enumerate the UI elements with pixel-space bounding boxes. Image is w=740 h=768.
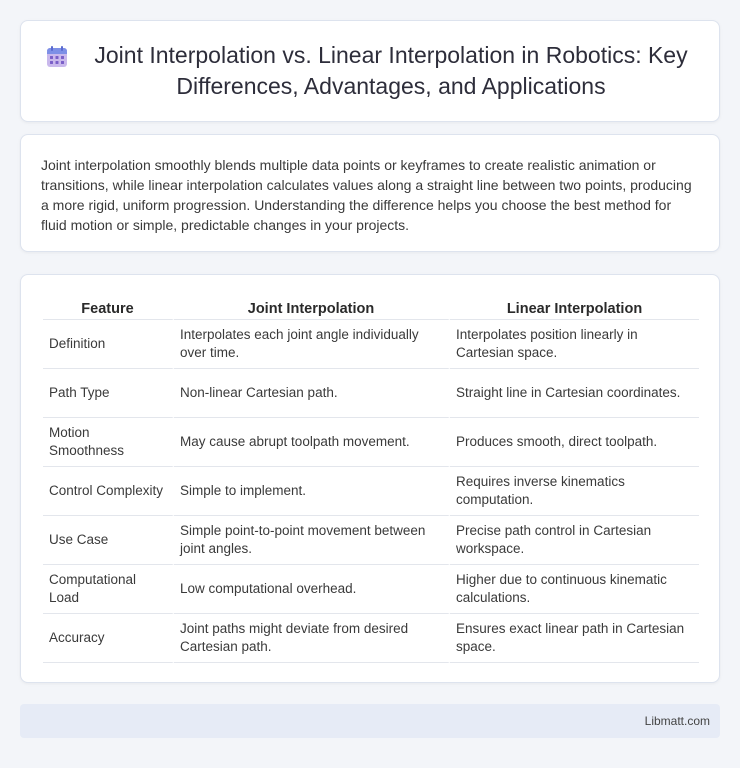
table-row <box>43 516 699 565</box>
feature-cell: Path Type <box>43 369 174 418</box>
feature-cell: Computational Load <box>43 565 174 614</box>
table-row <box>43 565 699 614</box>
linear-cell: Requires inverse kinematics computation. <box>450 467 699 516</box>
joint-cell: Low computational overhead. <box>174 565 450 614</box>
feature-cell: Accuracy <box>43 614 174 663</box>
feature-cell: Control Complexity <box>43 467 174 516</box>
linear-cell: Interpolates position linearly in Cartesian space. <box>450 320 699 369</box>
linear-cell: Produces smooth, direct toolpath. <box>450 418 699 467</box>
table-row <box>43 614 699 663</box>
footer-brand[interactable]: Libmatt.com <box>644 714 710 728</box>
table-row <box>43 418 699 467</box>
table-row <box>43 369 699 418</box>
joint-cell: Non-linear Cartesian path. <box>174 369 450 418</box>
table-header-row <box>43 295 699 320</box>
table-row <box>43 320 699 369</box>
page-title: Joint Interpolation vs. Linear Interpolation in Robotics: Key Differences, Advantages, and Applications <box>94 42 688 99</box>
title-card <box>20 20 720 122</box>
header-joint-interpolation: Joint Interpolation <box>174 295 450 320</box>
linear-cell: Precise path control in Cartesian workspace. <box>450 516 699 565</box>
title-wrap <box>21 40 719 102</box>
joint-cell: Interpolates each joint angle individually over time. <box>174 320 450 369</box>
joint-cell: May cause abrupt toolpath movement. <box>174 418 450 467</box>
linear-cell: Higher due to continuous kinematic calculations. <box>450 565 699 614</box>
joint-cell: Simple to implement. <box>174 467 450 516</box>
comparison-table <box>43 295 699 663</box>
feature-cell: Definition <box>43 320 174 369</box>
feature-cell: Motion Smoothness <box>43 418 174 467</box>
joint-cell: Simple point-to-point movement between joint angles. <box>174 516 450 565</box>
header-linear-interpolation: Linear Interpolation <box>450 295 699 320</box>
linear-cell: Straight line in Cartesian coordinates. <box>450 369 699 418</box>
calendar-icon <box>45 45 69 69</box>
feature-cell: Use Case <box>43 516 174 565</box>
linear-cell: Ensures exact linear path in Cartesian space. <box>450 614 699 663</box>
joint-cell: Joint paths might deviate from desired Cartesian path. <box>174 614 450 663</box>
header-feature: Feature <box>43 295 174 320</box>
intro-card <box>20 134 720 252</box>
intro-paragraph: Joint interpolation smoothly blends multiple data points or keyframes to create realistic animation or transitions, while linear interpolation calculates values along a straight line between two points, producing a more rigid, uniform progression. Understanding the difference helps you choose the best method for fluid motion or simple, predictable changes in your projects. <box>41 157 692 233</box>
table-row <box>43 467 699 516</box>
footer <box>20 704 720 738</box>
table-card <box>20 274 720 683</box>
